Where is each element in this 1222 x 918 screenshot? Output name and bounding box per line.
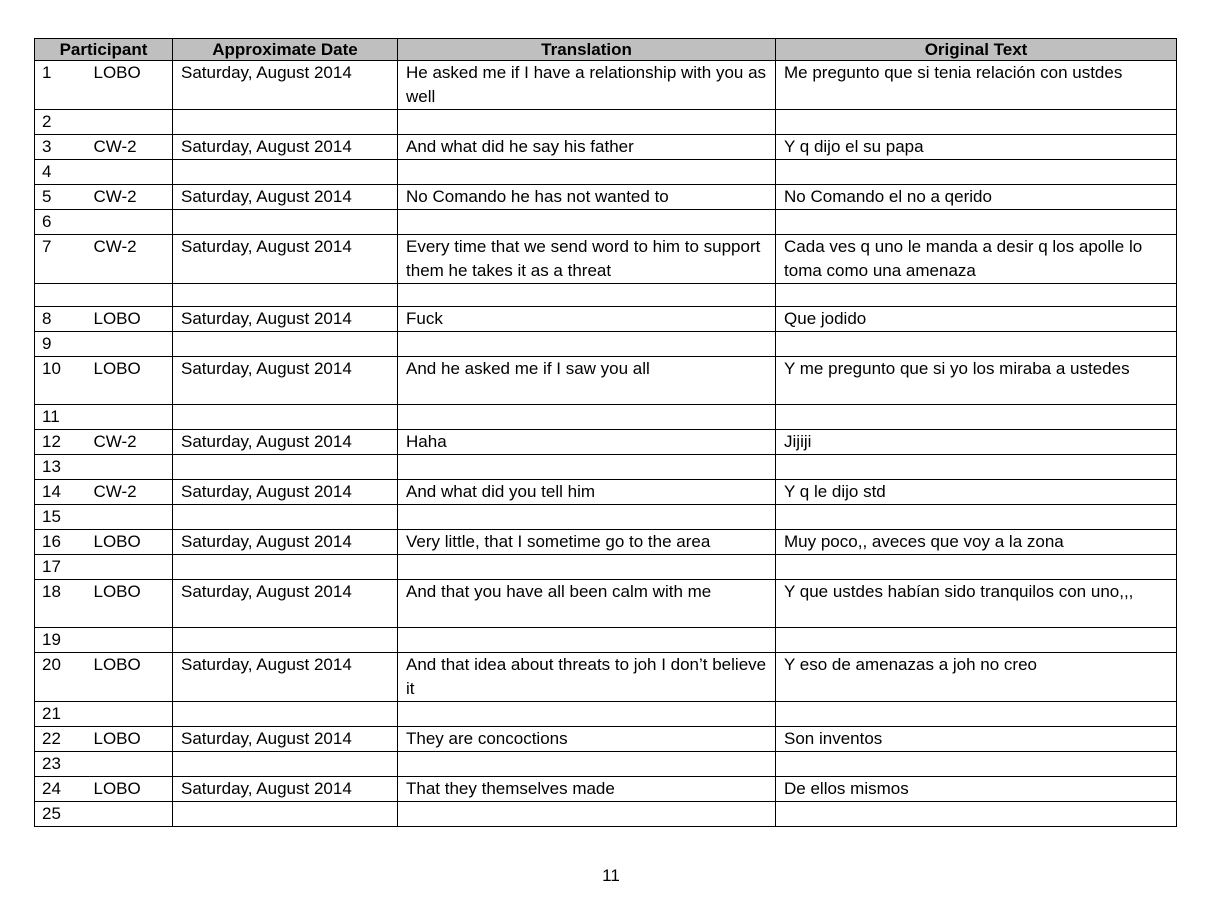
line-number: 9 xyxy=(35,332,94,357)
line-number: 13 xyxy=(35,455,94,480)
header-row xyxy=(35,39,1177,61)
table-row xyxy=(35,455,1177,480)
transcript-table xyxy=(34,38,1177,827)
original-text: Y eso de amenazas a joh no creo xyxy=(776,653,1177,702)
original-text: No Comando el no a qerido xyxy=(776,185,1177,210)
original-text xyxy=(776,284,1177,307)
original-text: Jijiji xyxy=(776,430,1177,455)
translation-text xyxy=(398,110,776,135)
translation-text xyxy=(398,802,776,827)
participant-name: CW-2 xyxy=(94,480,173,505)
approximate-date: Saturday, August 2014 xyxy=(173,307,398,332)
approximate-date xyxy=(173,752,398,777)
approximate-date: Saturday, August 2014 xyxy=(173,135,398,160)
approximate-date: Saturday, August 2014 xyxy=(173,357,398,405)
participant-name: LOBO xyxy=(94,61,173,110)
line-number: 15 xyxy=(35,505,94,530)
original-text: Son inventos xyxy=(776,727,1177,752)
participant-name xyxy=(94,110,173,135)
header-participant: Participant xyxy=(35,39,173,61)
translation-text: Haha xyxy=(398,430,776,455)
approximate-date xyxy=(173,405,398,430)
participant-name: CW-2 xyxy=(94,430,173,455)
original-text: Y me pregunto que si yo los miraba a ustedes xyxy=(776,357,1177,405)
table-row xyxy=(35,307,1177,332)
header-approximate-date: Approximate Date xyxy=(173,39,398,61)
approximate-date xyxy=(173,210,398,235)
participant-name xyxy=(94,505,173,530)
participant-name: LOBO xyxy=(94,727,173,752)
table-row xyxy=(35,357,1177,405)
original-text: Muy poco,, aveces que voy a la zona xyxy=(776,530,1177,555)
table-row xyxy=(35,653,1177,702)
participant-name: LOBO xyxy=(94,357,173,405)
translation-text xyxy=(398,210,776,235)
original-text: Y que ustdes habían sido tranquilos con uno,,, xyxy=(776,580,1177,628)
translation-text: And that idea about threats to joh I don’t believe it xyxy=(398,653,776,702)
translation-text: And he asked me if I saw you all xyxy=(398,357,776,405)
line-number: 7 xyxy=(35,235,94,284)
line-number: 21 xyxy=(35,702,94,727)
participant-name xyxy=(94,752,173,777)
translation-text xyxy=(398,455,776,480)
original-text xyxy=(776,332,1177,357)
original-text xyxy=(776,110,1177,135)
original-text: Cada ves q uno le manda a desir q los apolle lo toma como una amenaza xyxy=(776,235,1177,284)
line-number: 17 xyxy=(35,555,94,580)
participant-name: CW-2 xyxy=(94,185,173,210)
translation-text xyxy=(398,752,776,777)
original-text: De ellos mismos xyxy=(776,777,1177,802)
table-row xyxy=(35,480,1177,505)
participant-name: LOBO xyxy=(94,777,173,802)
original-text xyxy=(776,628,1177,653)
approximate-date: Saturday, August 2014 xyxy=(173,580,398,628)
line-number: 16 xyxy=(35,530,94,555)
translation-text: Fuck xyxy=(398,307,776,332)
approximate-date: Saturday, August 2014 xyxy=(173,530,398,555)
approximate-date: Saturday, August 2014 xyxy=(173,185,398,210)
approximate-date xyxy=(173,702,398,727)
approximate-date: Saturday, August 2014 xyxy=(173,727,398,752)
line-number: 3 xyxy=(35,135,94,160)
participant-name: LOBO xyxy=(94,580,173,628)
original-text xyxy=(776,160,1177,185)
line-number: 8 xyxy=(35,307,94,332)
translation-text xyxy=(398,284,776,307)
participant-name xyxy=(94,802,173,827)
approximate-date xyxy=(173,110,398,135)
translation-text xyxy=(398,405,776,430)
table-row xyxy=(35,235,1177,284)
translation-text xyxy=(398,160,776,185)
translation-text xyxy=(398,702,776,727)
table-row xyxy=(35,110,1177,135)
table-row xyxy=(35,777,1177,802)
table-row xyxy=(35,628,1177,653)
translation-text: And what did you tell him xyxy=(398,480,776,505)
translation-text: Every time that we send word to him to support them he takes it as a threat xyxy=(398,235,776,284)
original-text xyxy=(776,752,1177,777)
table-row xyxy=(35,505,1177,530)
table-row xyxy=(35,405,1177,430)
table-row xyxy=(35,284,1177,307)
translation-text xyxy=(398,555,776,580)
original-text xyxy=(776,802,1177,827)
table-row xyxy=(35,727,1177,752)
table-row xyxy=(35,802,1177,827)
approximate-date xyxy=(173,802,398,827)
translation-text xyxy=(398,628,776,653)
translation-text: No Comando he has not wanted to xyxy=(398,185,776,210)
line-number: 12 xyxy=(35,430,94,455)
table-row xyxy=(35,135,1177,160)
line-number xyxy=(35,284,94,307)
approximate-date: Saturday, August 2014 xyxy=(173,430,398,455)
line-number: 6 xyxy=(35,210,94,235)
line-number: 5 xyxy=(35,185,94,210)
approximate-date xyxy=(173,555,398,580)
table-row xyxy=(35,160,1177,185)
page-number: 11 xyxy=(602,866,620,885)
table-row xyxy=(35,752,1177,777)
participant-name: CW-2 xyxy=(94,235,173,284)
translation-text xyxy=(398,505,776,530)
translation-text: That they themselves made xyxy=(398,777,776,802)
header-original-text: Original Text xyxy=(776,39,1177,61)
approximate-date xyxy=(173,505,398,530)
line-number: 1 xyxy=(35,61,94,110)
line-number: 2 xyxy=(35,110,94,135)
participant-name: LOBO xyxy=(94,653,173,702)
line-number: 4 xyxy=(35,160,94,185)
translation-text: And that you have all been calm with me xyxy=(398,580,776,628)
table-row xyxy=(35,185,1177,210)
table-row xyxy=(35,210,1177,235)
original-text: Que jodido xyxy=(776,307,1177,332)
line-number: 18 xyxy=(35,580,94,628)
approximate-date: Saturday, August 2014 xyxy=(173,653,398,702)
approximate-date: Saturday, August 2014 xyxy=(173,480,398,505)
approximate-date xyxy=(173,284,398,307)
participant-name xyxy=(94,455,173,480)
participant-name xyxy=(94,284,173,307)
approximate-date xyxy=(173,628,398,653)
original-text: Y q le dijo std xyxy=(776,480,1177,505)
line-number: 24 xyxy=(35,777,94,802)
original-text xyxy=(776,210,1177,235)
translation-text: They are concoctions xyxy=(398,727,776,752)
translation-text: Very little, that I sometime go to the area xyxy=(398,530,776,555)
approximate-date: Saturday, August 2014 xyxy=(173,777,398,802)
line-number: 20 xyxy=(35,653,94,702)
line-number: 25 xyxy=(35,802,94,827)
approximate-date: Saturday, August 2014 xyxy=(173,235,398,284)
translation-text: He asked me if I have a relationship with you as well xyxy=(398,61,776,110)
approximate-date: Saturday, August 2014 xyxy=(173,61,398,110)
participant-name: CW-2 xyxy=(94,135,173,160)
line-number: 19 xyxy=(35,628,94,653)
translation-text: And what did he say his father xyxy=(398,135,776,160)
line-number: 22 xyxy=(35,727,94,752)
participant-name xyxy=(94,405,173,430)
approximate-date xyxy=(173,332,398,357)
original-text: Y q dijo el su papa xyxy=(776,135,1177,160)
approximate-date xyxy=(173,455,398,480)
participant-name xyxy=(94,555,173,580)
original-text xyxy=(776,405,1177,430)
participant-name: LOBO xyxy=(94,530,173,555)
participant-name xyxy=(94,702,173,727)
participant-name xyxy=(94,160,173,185)
translation-text xyxy=(398,332,776,357)
line-number: 23 xyxy=(35,752,94,777)
approximate-date xyxy=(173,160,398,185)
table-row xyxy=(35,555,1177,580)
table-row xyxy=(35,530,1177,555)
table-row xyxy=(35,580,1177,628)
participant-name xyxy=(94,628,173,653)
line-number: 11 xyxy=(35,405,94,430)
line-number: 14 xyxy=(35,480,94,505)
participant-name xyxy=(94,332,173,357)
participant-name: LOBO xyxy=(94,307,173,332)
participant-name xyxy=(94,210,173,235)
original-text xyxy=(776,555,1177,580)
original-text xyxy=(776,505,1177,530)
original-text: Me pregunto que si tenia relación con ustdes xyxy=(776,61,1177,110)
original-text xyxy=(776,702,1177,727)
table-row xyxy=(35,61,1177,110)
original-text xyxy=(776,455,1177,480)
table-row xyxy=(35,332,1177,357)
line-number: 10 xyxy=(35,357,94,405)
header-translation: Translation xyxy=(398,39,776,61)
table-row xyxy=(35,430,1177,455)
table-row xyxy=(35,702,1177,727)
